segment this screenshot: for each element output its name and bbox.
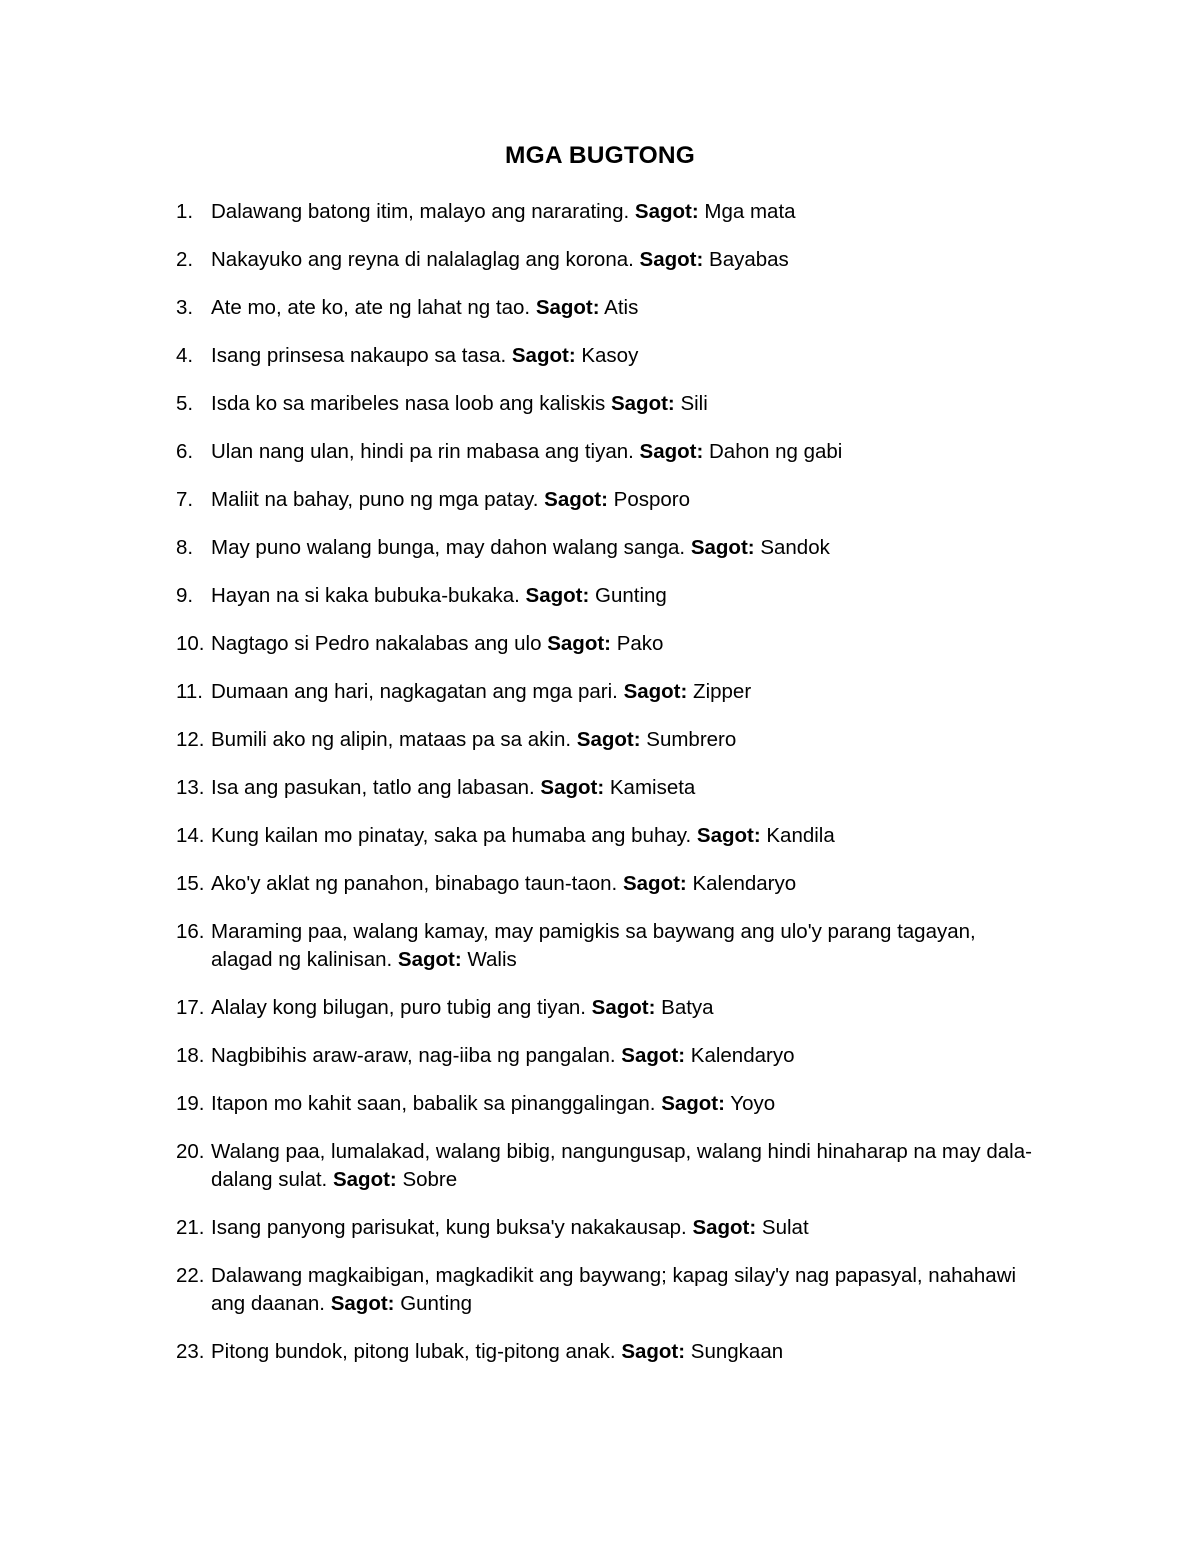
answer-label: Sagot: xyxy=(610,392,675,415)
riddle-question: Ate mo, ate ko, ate ng lahat ng tao. xyxy=(211,296,531,319)
riddle-text xyxy=(211,1338,1041,1366)
answer-label: Sagot: xyxy=(623,680,688,703)
riddle-number: 9. xyxy=(176,584,194,607)
riddle-answer: Kamiseta xyxy=(609,776,696,799)
riddle-answer: Walis xyxy=(467,948,517,971)
answer-label: Sagot: xyxy=(639,248,704,271)
riddle-number: 2. xyxy=(176,248,194,271)
riddle-answer: Bayabas xyxy=(709,248,789,271)
riddle-item xyxy=(0,1262,1200,1318)
page-title: MGA BUGTONG xyxy=(504,142,696,169)
answer-label: Sagot: xyxy=(397,948,462,971)
riddle-answer: Sulat xyxy=(761,1216,809,1239)
riddle-text xyxy=(211,342,1041,370)
answer-label: Sagot: xyxy=(511,344,576,367)
riddle-text xyxy=(211,1138,1041,1194)
answer-label: Sagot: xyxy=(535,296,600,319)
riddle-item xyxy=(0,438,1200,466)
riddle-number: 12. xyxy=(176,728,205,751)
riddle-answer: Sili xyxy=(680,392,708,415)
riddle-question: Isa ang pasukan, tatlo ang labasan. xyxy=(211,776,535,799)
riddle-answer: Kandila xyxy=(766,824,835,847)
answer-label: Sagot: xyxy=(692,1216,757,1239)
riddle-number: 16. xyxy=(176,920,205,943)
riddle-answer: Dahon ng gabi xyxy=(709,440,843,463)
riddle-text xyxy=(211,582,1041,610)
riddle-question: Dumaan ang hari, nagkagatan ang mga pari. xyxy=(211,680,618,703)
riddle-number: 6. xyxy=(176,440,194,463)
riddle-item xyxy=(0,1042,1200,1070)
riddle-text xyxy=(211,870,1041,898)
riddle-item xyxy=(0,294,1200,322)
answer-label: Sagot: xyxy=(330,1292,395,1315)
riddle-number: 10. xyxy=(176,632,205,655)
riddle-text xyxy=(211,438,1041,466)
riddle-text xyxy=(211,774,1041,802)
riddle-question: Dalawang magkaibigan, magkadikit ang baywang; kapag silay'y nag papasyal, nahahawi ang daanan. xyxy=(211,1264,1017,1315)
riddle-answer: Sobre xyxy=(402,1168,458,1191)
riddle-question: Kung kailan mo pinatay, saka pa humaba ang buhay. xyxy=(211,824,692,847)
riddle-text xyxy=(211,678,1041,706)
riddle-item xyxy=(0,870,1200,898)
riddle-question: Dalawang batong itim, malayo ang nararating. xyxy=(211,200,630,223)
answer-label: Sagot: xyxy=(547,632,611,655)
riddle-number: 14. xyxy=(176,824,205,847)
riddle-question: Isang prinsesa nakaupo sa tasa. xyxy=(211,344,507,367)
answer-label: Sagot: xyxy=(634,200,699,223)
riddle-number: 20. xyxy=(176,1140,205,1163)
riddle-question: Itapon mo kahit saan, babalik sa pinanggalingan. xyxy=(211,1092,656,1115)
riddle-answer: Pako xyxy=(616,632,664,655)
riddle-answer: Gunting xyxy=(400,1292,473,1315)
riddle-answer: Batya xyxy=(661,996,714,1019)
riddle-item xyxy=(0,994,1200,1022)
riddle-item xyxy=(0,246,1200,274)
riddle-item xyxy=(0,630,1200,658)
riddle-question: Ako'y aklat ng panahon, binabago taun-taon. xyxy=(211,872,618,895)
riddle-item xyxy=(0,726,1200,754)
riddle-list xyxy=(0,198,1200,1386)
riddle-question: Pitong bundok, pitong lubak, tig-pitong anak. xyxy=(211,1340,616,1363)
riddle-item xyxy=(0,678,1200,706)
riddle-item xyxy=(0,1214,1200,1242)
riddle-question: Ulan nang ulan, hindi pa rin mabasa ang tiyan. xyxy=(211,440,634,463)
riddle-question: Walang paa, lumalakad, walang bibig, nangungusap, walang hindi hinaharap na may dala-dalang sulat. xyxy=(211,1140,1032,1191)
riddle-item xyxy=(0,1090,1200,1118)
riddle-number: 23. xyxy=(176,1340,205,1363)
riddle-number: 15. xyxy=(176,872,205,895)
answer-label: Sagot: xyxy=(621,1340,686,1363)
riddle-number: 8. xyxy=(176,536,194,559)
riddle-text xyxy=(211,534,1041,562)
riddle-answer: Zipper xyxy=(693,680,752,703)
riddle-number: 22. xyxy=(176,1264,205,1287)
riddle-number: 19. xyxy=(176,1092,205,1115)
riddle-answer: Gunting xyxy=(595,584,667,607)
riddle-item xyxy=(0,534,1200,562)
riddle-answer: Sandok xyxy=(760,536,830,559)
riddle-item xyxy=(0,1138,1200,1194)
riddle-question: Bumili ako ng alipin, mataas pa sa akin. xyxy=(211,728,572,751)
riddle-text xyxy=(211,1262,1041,1318)
answer-label: Sagot: xyxy=(540,776,605,799)
riddle-answer: Posporo xyxy=(613,488,690,511)
riddle-number: 1. xyxy=(176,200,194,223)
answer-label: Sagot: xyxy=(661,1092,725,1115)
riddle-text xyxy=(211,1090,1041,1118)
riddle-item xyxy=(0,1338,1200,1366)
riddle-text xyxy=(211,1042,1041,1070)
riddle-question: Isda ko sa maribeles nasa loob ang kaliskis xyxy=(211,392,606,415)
riddle-question: Nagbibihis araw-araw, nag-iiba ng pangalan. xyxy=(211,1044,616,1067)
answer-label: Sagot: xyxy=(639,440,704,463)
riddle-item xyxy=(0,582,1200,610)
riddle-question: Alalay kong bilugan, puro tubig ang tiyan. xyxy=(211,996,586,1019)
riddle-text xyxy=(211,486,1041,514)
answer-label: Sagot: xyxy=(621,1044,686,1067)
riddle-answer: Kalendaryo xyxy=(690,1044,795,1067)
riddle-text xyxy=(211,294,1041,322)
riddle-text xyxy=(211,630,1041,658)
riddle-number: 11. xyxy=(176,680,203,703)
answer-label: Sagot: xyxy=(332,1168,397,1191)
riddle-question: May puno walang bunga, may dahon walang sanga. xyxy=(211,536,686,559)
riddle-answer: Kalendaryo xyxy=(692,872,797,895)
riddle-answer: Sumbrero xyxy=(646,728,737,751)
answer-label: Sagot: xyxy=(696,824,761,847)
riddle-answer: Mga mata xyxy=(704,200,796,223)
riddle-answer: Sungkaan xyxy=(690,1340,784,1363)
riddle-answer: Yoyo xyxy=(730,1092,776,1115)
riddle-question: Maliit na bahay, puno ng mga patay. xyxy=(211,488,539,511)
riddle-number: 5. xyxy=(176,392,194,415)
riddle-text xyxy=(211,918,1041,974)
riddle-item xyxy=(0,390,1200,418)
riddle-item xyxy=(0,486,1200,514)
riddle-text xyxy=(211,822,1041,850)
riddle-number: 7. xyxy=(176,488,194,511)
riddle-answer: Atis xyxy=(604,296,639,319)
answer-label: Sagot: xyxy=(690,536,755,559)
riddle-number: 13. xyxy=(176,776,205,799)
riddle-answer: Kasoy xyxy=(581,344,639,367)
riddle-item xyxy=(0,774,1200,802)
riddle-question: Isang panyong parisukat, kung buksa'y nakakausap. xyxy=(211,1216,687,1239)
riddle-number: 3. xyxy=(176,296,194,319)
answer-label: Sagot: xyxy=(622,872,687,895)
riddle-question: Hayan na si kaka bubuka-bukaka. xyxy=(211,584,520,607)
answer-label: Sagot: xyxy=(525,584,590,607)
riddle-question: Maraming paa, walang kamay, may pamigkis sa baywang ang ulo'y parang tagayan, alagad ng kalinisan. xyxy=(211,920,976,971)
riddle-question: Nakayuko ang reyna di nalalaglag ang korona. xyxy=(211,248,634,271)
riddle-number: 17. xyxy=(176,996,205,1019)
answer-label: Sagot: xyxy=(544,488,608,511)
riddle-text xyxy=(211,390,1041,418)
answer-label: Sagot: xyxy=(591,996,656,1019)
riddle-text xyxy=(211,1214,1041,1242)
riddle-number: 21. xyxy=(176,1216,205,1239)
riddle-number: 4. xyxy=(176,344,194,367)
answer-label: Sagot: xyxy=(576,728,641,751)
riddle-item xyxy=(0,198,1200,226)
riddle-question: Nagtago si Pedro nakalabas ang ulo xyxy=(211,632,542,655)
riddle-text xyxy=(211,726,1041,754)
riddle-text xyxy=(211,994,1041,1022)
riddle-number: 18. xyxy=(176,1044,205,1067)
riddle-text xyxy=(211,246,1041,274)
riddle-item xyxy=(0,822,1200,850)
riddle-text xyxy=(211,198,1041,226)
riddle-item xyxy=(0,918,1200,974)
riddle-item xyxy=(0,342,1200,370)
